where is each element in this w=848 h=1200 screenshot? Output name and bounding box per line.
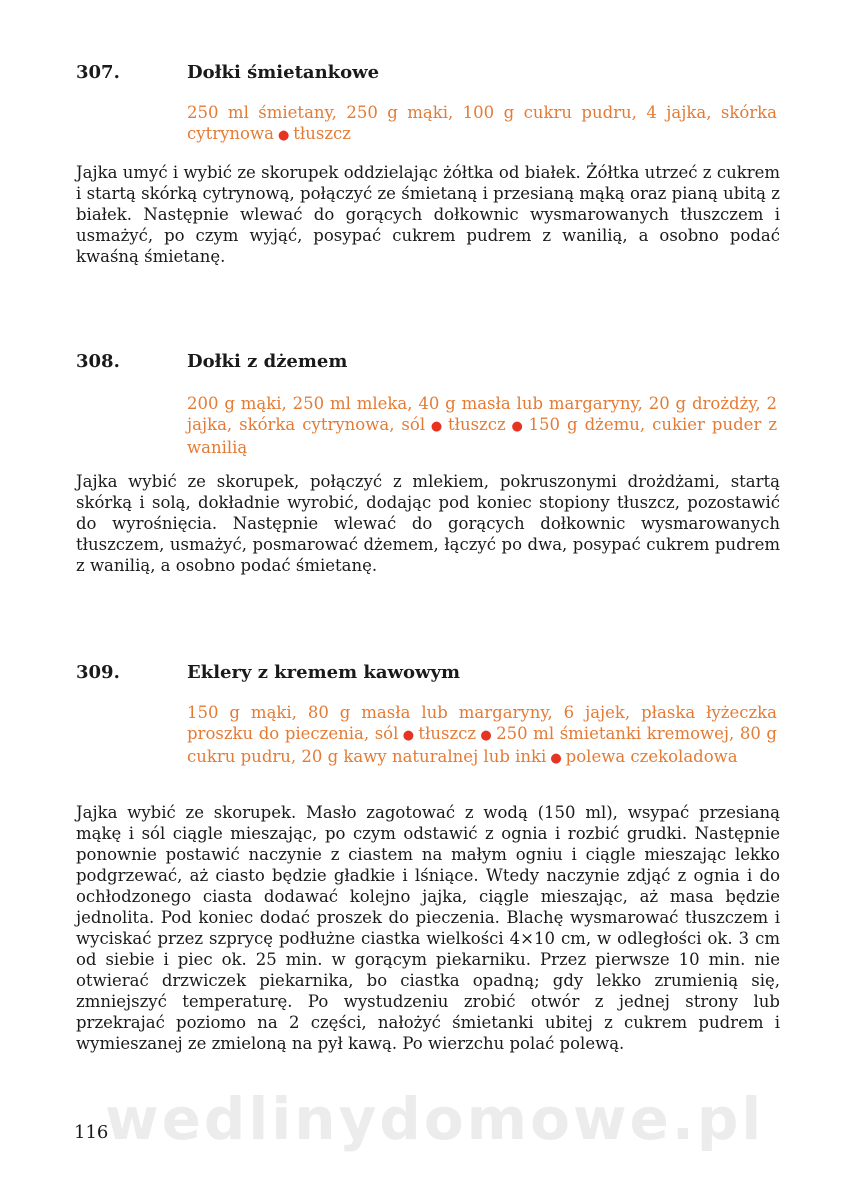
- ingredient-group: 150 g mąki, 80 g masła lub margaryny, 6 jajek, płaska łyżeczka proszku do pieczenia, sól: [187, 703, 777, 743]
- ingredient-group: 250 ml śmietanki kremowej, 80 g cukru pudru, 20 g kawy naturalnej lub inki: [187, 724, 777, 766]
- ingredients-list: [187, 102, 777, 146]
- recipe-title: Dołki z dżemem: [187, 351, 348, 372]
- ingredients-list: [187, 702, 777, 769]
- recipe-title: Dołki śmietankowe: [187, 62, 380, 83]
- ingredient-group: tłuszcz: [447, 415, 506, 434]
- bullet-dot-icon: ●: [277, 128, 290, 143]
- bullet-dot-icon: ●: [550, 751, 562, 766]
- recipe-number: 307.: [76, 62, 120, 83]
- ingredients-list: [187, 393, 777, 458]
- ingredient-group: tłuszcz: [418, 724, 477, 743]
- bullet-dot-icon: ●: [509, 419, 525, 434]
- page-number: 116: [74, 1122, 109, 1143]
- ingredient-group: 150 g dżemu, cukier puder z wanilią: [187, 415, 778, 457]
- method-text: Jajka wybić ze skorupek. Masło zagotować z wodą (150 ml), wsypać przesianą mąkę i sól ciągle mieszając, po czym odstawić z ognia i rozbić grudki. Następnie ponownie postawić naczynie z ciastem na małym ogniu i ciągle mieszając lekko podgrzewać, aż ciasto będzie gładkie i lśniące. Wtedy naczynie zdjąć z ognia i do ochłodzonego ciasta dodawać kolejno jajka, ciągle mieszając, aż masa będzie jednolita. Pod koniec dodać proszek do pieczenia. Blachę wysmarować tłuszczem i wyciskać przez szprycę podłużne ciastka wielkości 4×10 cm, w odległości ok. 3 cm od siebie i piec ok. 25 min. w gorącym piekarniku. Przez pierwsze 10 min. nie otwierać drzwiczek piekarnika, bo ciastka opadną; gdy lekko zrumienią się, zmniejszyć temperaturę. Po wystudzeniu zrobić otwór z jednej strony lub przekrajać poziomo na 2 części, nałożyć śmietanki ubitej z cukrem pudrem i wymieszanej ze zmieloną na pył kawą. Po wierzchu polać polewą.: [76, 803, 780, 1053]
- bullet-dot-icon: ●: [429, 419, 444, 434]
- ingredient-group: polewa czekoladowa: [565, 747, 738, 766]
- method-text: Jajka umyć i wybić ze skorupek oddzielając żółtka od białek. Żółtka utrzeć z cukrem i startą skórką cytrynową, połączyć ze śmietaną i przesianą mąką oraz pianą ubitą z białek. Następnie wlewać do gorących dołkownic wysmarowanych tłuszczem i usmażyć, po czym wyjąć, posypać cukrem pudrem z wanilią, a osobno podać kwaśną śmietanę.: [76, 163, 780, 266]
- ingredient-group: tłuszcz: [293, 124, 351, 143]
- recipe-number: 309.: [76, 662, 120, 683]
- watermark: wedlinydomowe.pl: [105, 1085, 765, 1153]
- recipe-number: 308.: [76, 351, 120, 372]
- bullet-dot-icon: ●: [402, 728, 415, 743]
- bullet-dot-icon: ●: [480, 728, 493, 743]
- ingredient-group: 250 ml śmietany, 250 g mąki, 100 g cukru pudru, 4 jajka, skórka cytrynowa: [187, 103, 777, 143]
- ingredient-group: 200 g mąki, 250 ml mleka, 40 g masła lub margaryny, 20 g drożdży, 2 jajka, skórka cytrynowa, sól: [187, 394, 777, 434]
- method-text: Jajka wybić ze skorupek, połączyć z mlekiem, pokruszonymi drożdżami, startą skórką i solą, dokładnie wyrobić, dodając pod koniec stopiony tłuszcz, pozostawić do wyrośnięcia. Następnie wlewać do gorących dołkownic wysmarowanych tłuszczem, usmażyć, posmarować dżemem, łączyć po dwa, posypać cukrem pudrem z wanilią, a osobno podać śmietanę.: [76, 472, 780, 575]
- recipe-title: Eklery z kremem kawowym: [187, 662, 461, 683]
